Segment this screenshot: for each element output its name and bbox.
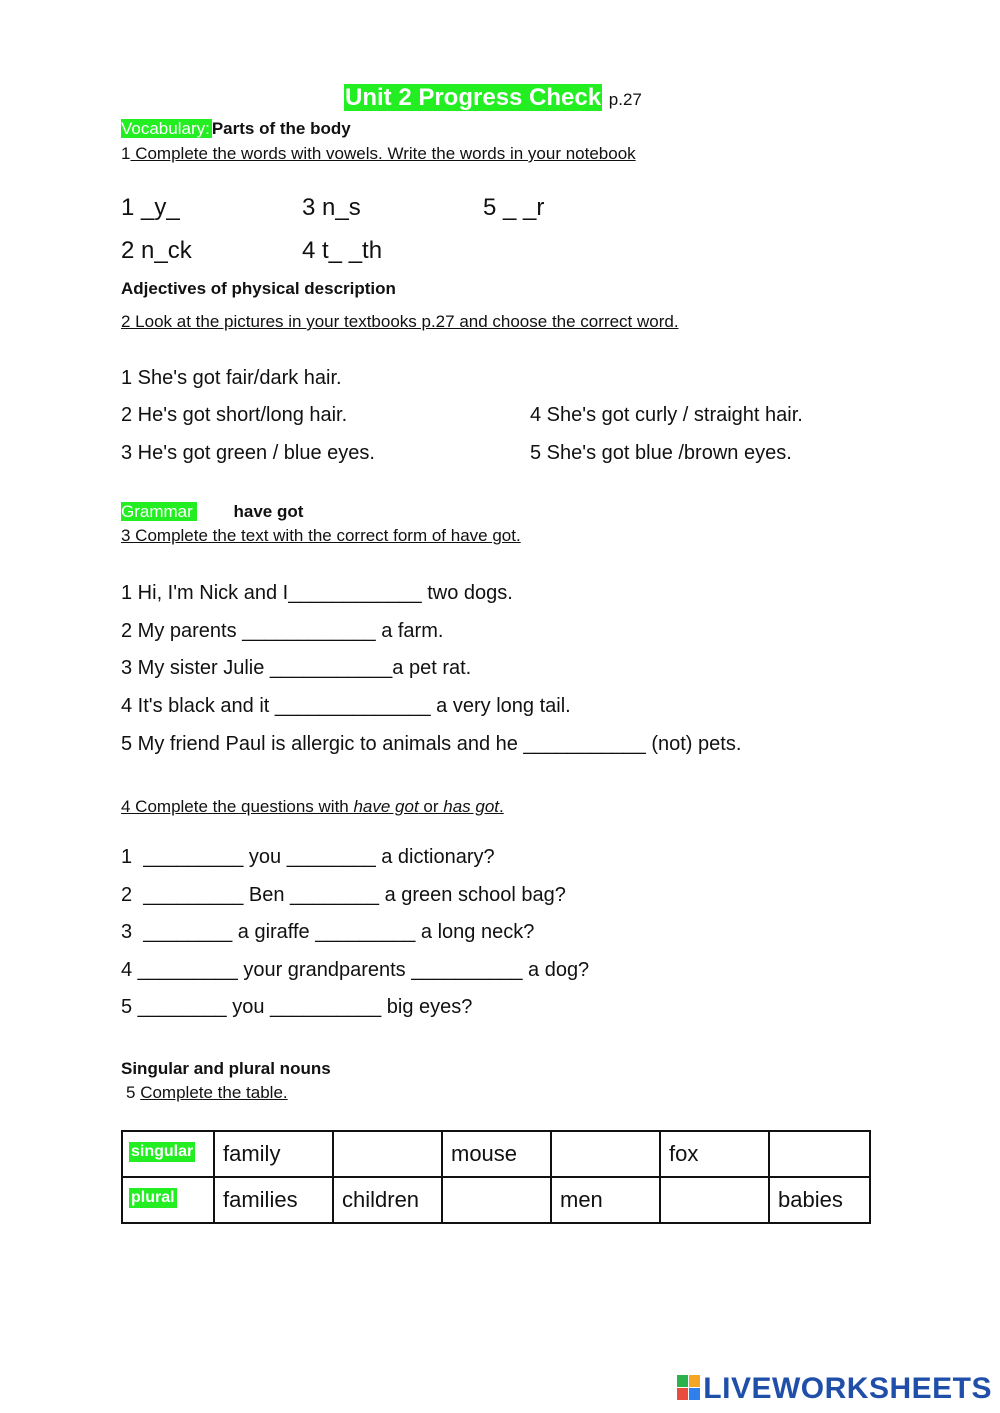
grammar-item: 2 My parents ____________ a farm. [121, 620, 444, 642]
title-text: Unit 2 Progress Check [345, 84, 602, 111]
vocab-instruction-num: 1 [121, 144, 131, 163]
vocab-heading: Parts of the body [211, 119, 351, 138]
page-title [344, 84, 642, 112]
questions-instruction-post: . [499, 797, 504, 816]
singular-label: singular [131, 1143, 194, 1160]
grammar-instruction-text: 3 Complete the text with the correct form of have got. [121, 526, 521, 545]
grammar-item: 3 My sister Julie ___________a pet rat. [121, 657, 472, 679]
grammar-item: 5 My friend Paul is allergic to animals and he ___________ (not) pets. [121, 733, 742, 755]
brand-text: LIVEWORKSHEETS [703, 1372, 992, 1405]
liveworksheets-brand [677, 1372, 992, 1406]
nouns-table [121, 1130, 871, 1224]
nouns-instruction-text: Complete the table. [140, 1083, 288, 1102]
row-label-cell [122, 1131, 214, 1177]
nouns-heading: Singular and plural nouns [121, 1059, 331, 1078]
table-cell: mouse [442, 1131, 551, 1177]
question-item: 1 _________ you ________ a dictionary? [121, 846, 495, 868]
table-cell: family [214, 1131, 333, 1177]
table-cell: men [551, 1177, 660, 1223]
table-cell-blank[interactable] [333, 1131, 442, 1177]
table-cell: fox [660, 1131, 769, 1177]
table-cell: babies [769, 1177, 870, 1223]
table-cell: children [333, 1177, 442, 1223]
adjectives-heading: Adjectives of physical description [121, 279, 396, 298]
row-label-cell [122, 1177, 214, 1223]
table-row-plural [122, 1177, 870, 1223]
nouns-instruction-num: 5 [126, 1083, 136, 1102]
adjectives-instruction [121, 312, 679, 332]
adjectives-instruction-text: 2 Look at the pictures in your textbooks p.27 and choose the correct word. [121, 312, 679, 331]
grammar-item: 4 It's black and it ______________ a very long tail. [121, 695, 571, 717]
grammar-heading: have got [233, 502, 304, 521]
grammar-section-heading [121, 502, 303, 522]
question-item: 3 ________ a giraffe _________ a long neck? [121, 921, 535, 943]
adjective-item: 1 She's got fair/dark hair. [121, 367, 342, 389]
questions-instruction [121, 797, 504, 817]
grammar-instruction [121, 526, 521, 546]
vocab-word: 2 n_ck [121, 237, 192, 264]
grammar-tag: Grammar [121, 502, 197, 521]
page-reference: p.27 [608, 90, 642, 109]
vocab-word: 4 t_ _th [302, 237, 383, 264]
table-row-singular [122, 1131, 870, 1177]
vocab-tag: Vocabulary: [121, 119, 210, 138]
vocab-section-heading [121, 119, 351, 139]
plural-label: plural [131, 1189, 175, 1206]
question-item: 5 ________ you __________ big eyes? [121, 996, 473, 1018]
question-item: 4 _________ your grandparents __________ a dog? [121, 959, 590, 981]
adjective-item: 2 He's got short/long hair. [121, 404, 348, 426]
vocab-word: 5 _ _r [483, 194, 545, 221]
adjective-item: 4 She's got curly / straight hair. [530, 404, 803, 426]
table-cell-blank[interactable] [442, 1177, 551, 1223]
vocab-word: 1 _y_ [121, 194, 180, 221]
table-cell-blank[interactable] [551, 1131, 660, 1177]
adjective-item: 5 She's got blue /brown eyes. [530, 442, 792, 464]
adjective-item: 3 He's got green / blue eyes. [121, 442, 375, 464]
questions-instruction-em1: have got [353, 797, 419, 816]
questions-instruction-mid: or [418, 797, 444, 816]
questions-instruction-pre: 4 Complete the questions with [121, 797, 354, 816]
vocab-word: 3 n_s [302, 194, 361, 221]
vocab-instruction-text: Complete the words with vowels. Write the words in your notebook [130, 144, 636, 163]
nouns-instruction [126, 1083, 288, 1103]
question-item: 2 _________ Ben ________ a green school bag? [121, 884, 566, 906]
questions-instruction-em2: has got [443, 797, 500, 816]
vocab-instruction [121, 144, 636, 164]
liveworksheets-logo-icon [677, 1375, 701, 1401]
grammar-item: 1 Hi, I'm Nick and I____________ two dogs. [121, 582, 513, 604]
table-cell-blank[interactable] [660, 1177, 769, 1223]
table-cell: families [214, 1177, 333, 1223]
table-cell-blank[interactable] [769, 1131, 870, 1177]
